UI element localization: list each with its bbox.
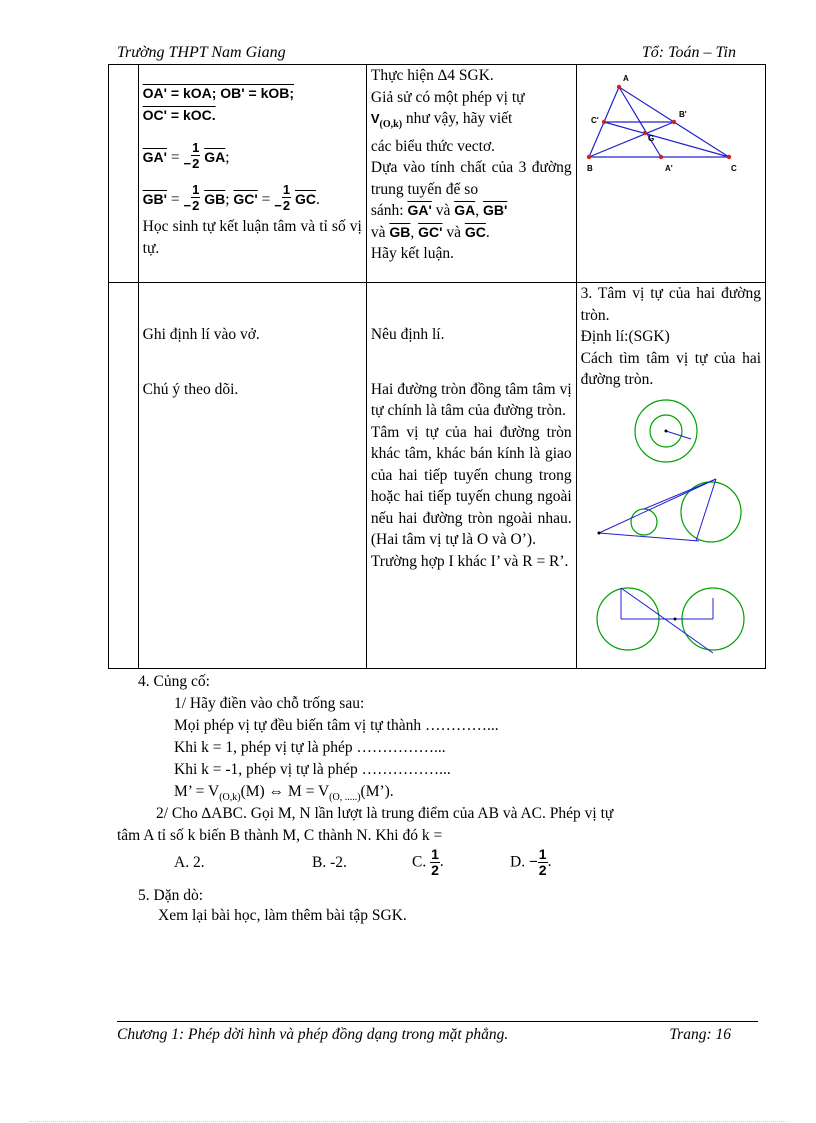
page-footer [117,1021,758,1046]
option-a: A. 2. [174,854,205,871]
section-3-title: 3. Tâm vị tự của hai đường tròn. [580,285,761,324]
svg-text:C': C' [590,116,599,125]
question-2-line-2: tâm A tỉ số k biến B thành M, C thành N. Khi đó k = [117,827,443,844]
gb-gc-relation: GB' = − $\frac{1}{2}$ $\overline{GB}$; GC' = − $\frac{1}{2}$ $\overline{GC}$. [142,182,320,213]
school-name: Trường THPT Nam Giang [117,44,286,61]
empty-cell [109,65,139,283]
svg-text:A: A [622,74,629,83]
homework-text: Xem lại bài học, làm thêm bài tập SGK. [158,907,407,924]
empty-cell [109,283,139,669]
question-1: 1/ Hãy điền vào chỗ trống sau: [174,695,365,712]
page-edge-divider [30,1121,786,1122]
theorem-ref: Định lí:(SGK) [580,328,670,345]
chapter-title: Chương 1: Phép dời hình và phép đồng dạng trong mặt phẳng. [117,1026,509,1043]
section-4-title: 4. Củng cố: [138,673,210,690]
circles-figure [581,391,756,661]
teacher-note-4: Trường hợp I khác I’ và R = R’. [370,552,569,570]
fill-line-2: Khi k = 1, phép vị tự là phép ……………... [174,739,446,756]
method-title: Cách tìm tâm vị tự của hai đường tròn. [580,349,761,388]
option-c: C. $\frac{1}{2}$ . [412,846,444,878]
vector-equation-1: OA' = kOA; OB' = kOB; [142,85,295,101]
svg-text:B: B [586,164,593,173]
section-5-title: 5. Dặn dò: [138,887,204,904]
teacher-activity-cell-2 [366,283,576,669]
teacher-note-2: Hai đường tròn đồng tâm tâm vị tự chính là tâm của đường tròn. [370,380,572,419]
vector-equation-2: OC' = kOC. [142,106,216,123]
assume-line: Giả sử có một phép vị tự [370,88,525,106]
triangle-medians-figure [581,65,756,175]
content-cell [576,283,765,669]
small-circle [631,509,657,535]
student-activity-cell-2 [138,283,366,669]
svg-text:A': A' [664,164,673,173]
fill-line-4: M’ = $V_{(O,k)}(M)$ ⇔ $M = V_{(O, .....)}(M’)$. [174,783,394,804]
svg-text:C: C [730,164,737,173]
teacher-note-3: Tâm vị tự của hai đường tròn khác tâm, khác bán kính là giao của hai tiếp tuyến chung trong hoặc hai tiếp tuyến chung ngoài nếu hai đường tròn ngoài nhau. (Hai tâm vị tự là O và O’). [370,423,572,548]
student-note-1: Ghi định lí vào vở. [142,326,260,343]
teacher-activity-cell [366,65,576,283]
ga-relation: GA' = − $\frac{1}{2}$ $\overline{GA}$; [142,140,230,171]
fill-line-3: Khi k = -1, phép vị tự là phép ……………... [174,761,451,778]
page-header [117,42,758,65]
subject-group: Tổ: Toán – Tin [641,44,736,61]
option-b: B. -2. [312,854,347,871]
svg-text:G: G [647,134,654,143]
fill-line-1: Mọi phép vị tự đều biến tâm vị tự thành …………... [174,717,499,734]
median-line: Dựa vào tính chất của 3 đường trung tuyến để so [370,159,572,198]
compare-line-2: và $\overline{GB}$, GC' và $\overline{GC}$. [370,223,490,241]
vector-expr-line: các biểu thức vectơ. [370,137,496,155]
triangle-figure-cell [576,65,765,283]
task-line: Thực hiện ∆4 SGK. [370,67,494,84]
student-activity-cell [138,65,366,283]
question-2-line-1: 2/ Cho ∆ABC. Gọi M, N lần lượt là trung điểm của AB và AC. Phép vị tự [156,805,614,822]
compare-line: sánh: GA' và $\overline{GA}$, GB' [370,202,508,220]
student-note-2: Chú ý theo dõi. [142,380,239,398]
lesson-table [108,64,766,669]
conclude-line: Hãy kết luận. [370,245,454,263]
median-c [604,122,729,157]
page-number: Trang: 16 [669,1026,731,1043]
homothety-line: $V_{(O,k)}$ như vậy, hãy viết [370,110,513,131]
svg-text:B': B' [678,110,687,119]
student-conclusion: Học sinh tự kết luận tâm và tỉ số vị tự. [142,218,362,257]
option-d: D. − $\frac{1}{2}$ . [510,846,552,878]
teacher-note-1: Nêu định lí. [370,326,445,343]
